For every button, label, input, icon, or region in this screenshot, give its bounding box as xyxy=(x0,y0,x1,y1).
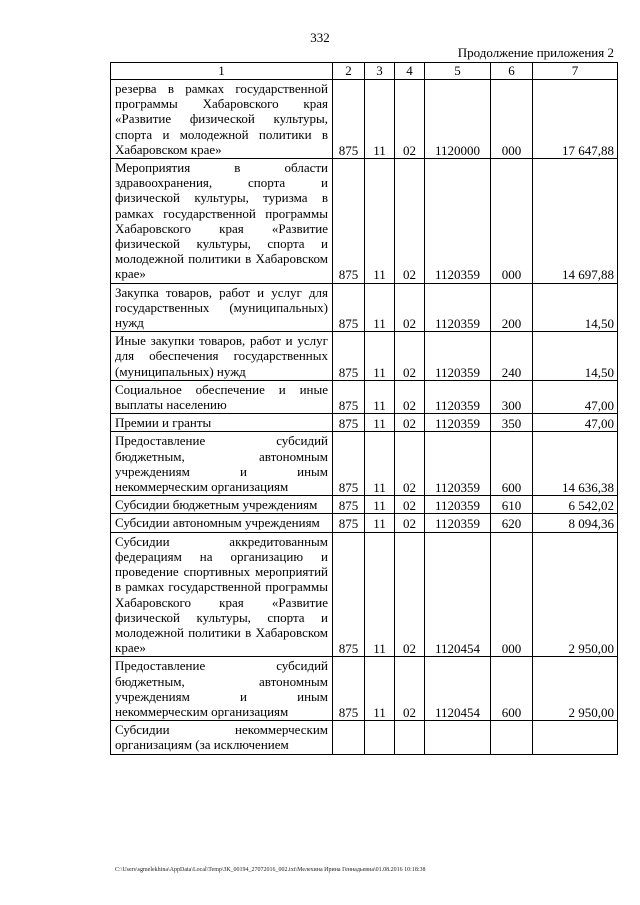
row-description: Предоставление субсидий бюджетным, автономным учреждениям и иным некоммерческим организациям xyxy=(111,657,333,721)
cell-grbs: 875 xyxy=(333,380,365,413)
cell-section: 11 xyxy=(365,159,395,284)
cell-grbs: 875 xyxy=(333,332,365,381)
cell-grbs: 875 xyxy=(333,414,365,432)
column-header: 6 xyxy=(491,63,533,80)
cell-target-article: 1120359 xyxy=(425,332,491,381)
cell-expense-type: 600 xyxy=(491,432,533,496)
cell-subsection: 02 xyxy=(395,414,425,432)
cell-expense-type xyxy=(491,721,533,754)
column-header: 1 xyxy=(111,63,333,80)
column-header: 4 xyxy=(395,63,425,80)
row-description: Субсидии некоммерческим организациям (за исключением xyxy=(111,721,333,754)
cell-subsection: 02 xyxy=(395,332,425,381)
cell-section: 11 xyxy=(365,532,395,657)
cell-expense-type: 610 xyxy=(491,496,533,514)
cell-section: 11 xyxy=(365,332,395,381)
cell-grbs: 875 xyxy=(333,657,365,721)
row-description: Субсидии аккредитованным федерациям на организацию и проведение спортивных мероприятий в рамках государственной программы Хабаровского края «Развитие физической культуры, спорта и молодежной политики в Хабаровском крае» xyxy=(111,532,333,657)
cell-amount: 47,00 xyxy=(533,380,618,413)
cell-subsection: 02 xyxy=(395,283,425,332)
row-description: Субсидии автономным учреждениям xyxy=(111,514,333,532)
row-description: Закупка товаров, работ и услуг для государственных (муниципальных) нужд xyxy=(111,283,333,332)
row-description: Мероприятия в области здравоохранения, спорта и физической культуры, туризма в рамках государственной программы Хабаровского края «Развитие физической культуры, спорта и молодежной политики в Хабаровском крае» xyxy=(111,159,333,284)
cell-grbs: 875 xyxy=(333,514,365,532)
cell-target-article: 1120359 xyxy=(425,380,491,413)
cell-target-article: 1120454 xyxy=(425,532,491,657)
column-header: 2 xyxy=(333,63,365,80)
cell-expense-type: 620 xyxy=(491,514,533,532)
cell-amount xyxy=(533,721,618,754)
cell-target-article: 1120359 xyxy=(425,159,491,284)
cell-target-article: 1120359 xyxy=(425,514,491,532)
table-row xyxy=(111,532,618,657)
column-header: 7 xyxy=(533,63,618,80)
cell-subsection xyxy=(395,721,425,754)
cell-target-article: 1120359 xyxy=(425,283,491,332)
table-row xyxy=(111,496,618,514)
row-description: резерва в рамках государственной программы Хабаровского края «Развитие физической культуры, спорта и молодежной политики в Хабаровском крае» xyxy=(111,80,333,159)
cell-amount: 14,50 xyxy=(533,283,618,332)
cell-expense-type: 000 xyxy=(491,532,533,657)
table-row xyxy=(111,657,618,721)
table-row xyxy=(111,283,618,332)
cell-amount: 47,00 xyxy=(533,414,618,432)
cell-target-article: 1120359 xyxy=(425,496,491,514)
budget-table xyxy=(110,62,618,755)
cell-target-article: 1120359 xyxy=(425,414,491,432)
cell-subsection: 02 xyxy=(395,159,425,284)
cell-section: 11 xyxy=(365,432,395,496)
table-row xyxy=(111,414,618,432)
column-header: 5 xyxy=(425,63,491,80)
table-row xyxy=(111,159,618,284)
cell-amount: 14 636,38 xyxy=(533,432,618,496)
cell-grbs: 875 xyxy=(333,159,365,284)
cell-section: 11 xyxy=(365,283,395,332)
cell-expense-type: 600 xyxy=(491,657,533,721)
cell-section xyxy=(365,721,395,754)
row-description: Премии и гранты xyxy=(111,414,333,432)
cell-amount: 14,50 xyxy=(533,332,618,381)
cell-expense-type: 240 xyxy=(491,332,533,381)
cell-grbs: 875 xyxy=(333,432,365,496)
table-row xyxy=(111,432,618,496)
cell-amount: 8 094,36 xyxy=(533,514,618,532)
cell-subsection: 02 xyxy=(395,657,425,721)
row-description: Субсидии бюджетным учреждениям xyxy=(111,496,333,514)
cell-section: 11 xyxy=(365,414,395,432)
table-row xyxy=(111,380,618,413)
cell-amount: 6 542,02 xyxy=(533,496,618,514)
continuation-label: Продолжение приложения 2 xyxy=(457,45,614,60)
table-row xyxy=(111,514,618,532)
cell-section: 11 xyxy=(365,496,395,514)
page-number: 332 xyxy=(310,30,330,45)
cell-target-article: 1120000 xyxy=(425,80,491,159)
table-row xyxy=(111,721,618,754)
cell-grbs: 875 xyxy=(333,283,365,332)
table-row xyxy=(111,80,618,159)
cell-section: 11 xyxy=(365,380,395,413)
cell-section: 11 xyxy=(365,80,395,159)
cell-section: 11 xyxy=(365,514,395,532)
cell-subsection: 02 xyxy=(395,80,425,159)
cell-grbs: 875 xyxy=(333,80,365,159)
table-header-row xyxy=(111,63,618,80)
table-row xyxy=(111,332,618,381)
cell-grbs: 875 xyxy=(333,496,365,514)
cell-subsection: 02 xyxy=(395,514,425,532)
cell-expense-type: 200 xyxy=(491,283,533,332)
cell-amount: 2 950,00 xyxy=(533,657,618,721)
cell-grbs xyxy=(333,721,365,754)
cell-subsection: 02 xyxy=(395,380,425,413)
cell-subsection: 02 xyxy=(395,432,425,496)
column-header: 3 xyxy=(365,63,395,80)
cell-target-article xyxy=(425,721,491,754)
cell-expense-type: 350 xyxy=(491,414,533,432)
row-description: Социальное обеспечение и иные выплаты населению xyxy=(111,380,333,413)
cell-target-article: 1120454 xyxy=(425,657,491,721)
footer-file-path: C:\Users\sgmelekhina\AppData\Local\Temp\ЗК_00194_27072016_002.txt\Мелехина Ирина Геннадьевна\01.08.2016 10:18:38 xyxy=(115,867,426,873)
cell-subsection: 02 xyxy=(395,496,425,514)
cell-expense-type: 000 xyxy=(491,80,533,159)
cell-grbs: 875 xyxy=(333,532,365,657)
row-description: Иные закупки товаров, работ и услуг для обеспечения государственных (муниципальных) нужд xyxy=(111,332,333,381)
cell-amount: 2 950,00 xyxy=(533,532,618,657)
cell-expense-type: 300 xyxy=(491,380,533,413)
cell-subsection: 02 xyxy=(395,532,425,657)
cell-section: 11 xyxy=(365,657,395,721)
cell-expense-type: 000 xyxy=(491,159,533,284)
row-description: Предоставление субсидий бюджетным, автономным учреждениям и иным некоммерческим организациям xyxy=(111,432,333,496)
cell-amount: 17 647,88 xyxy=(533,80,618,159)
cell-target-article: 1120359 xyxy=(425,432,491,496)
cell-amount: 14 697,88 xyxy=(533,159,618,284)
